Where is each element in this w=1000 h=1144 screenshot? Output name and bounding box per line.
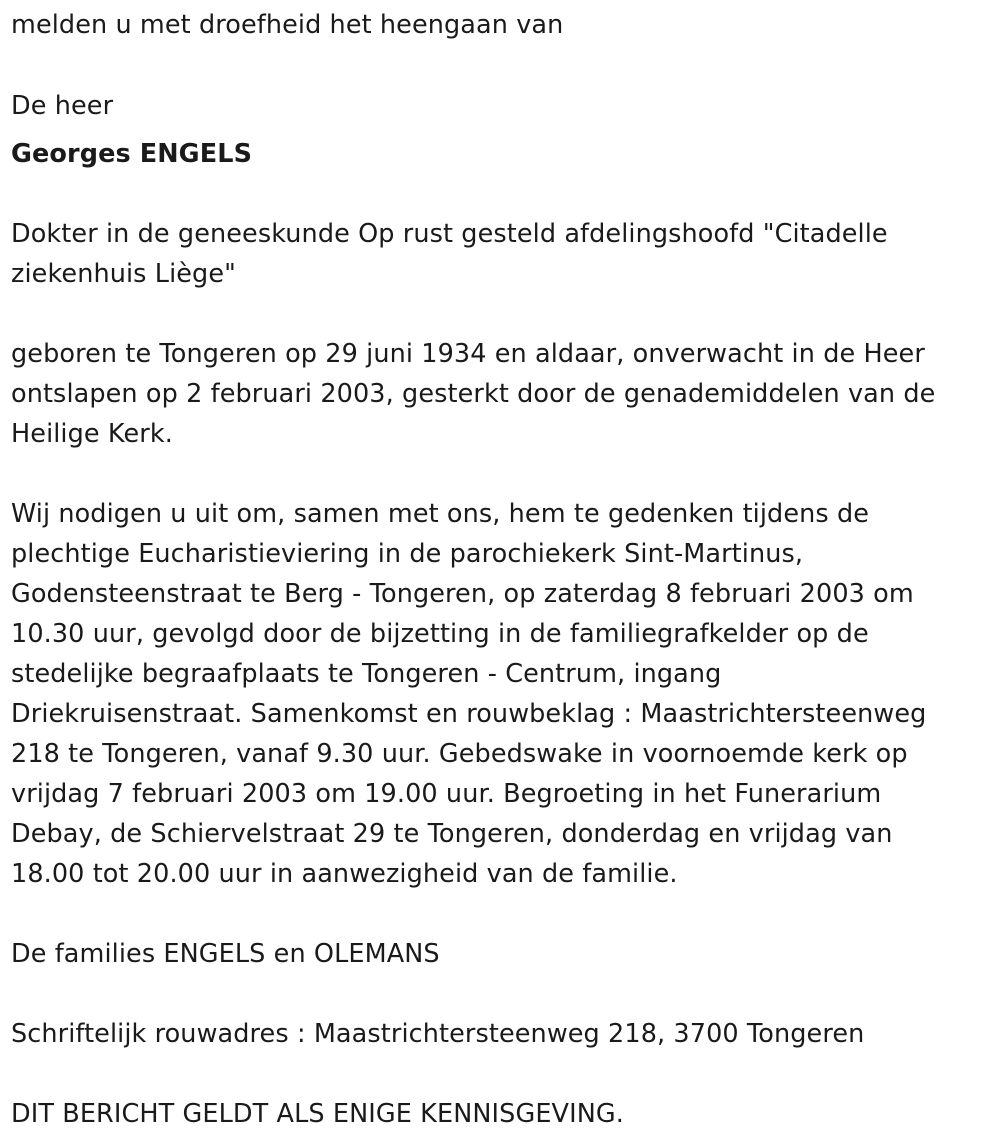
birth-line: ontslapen op 2 februari 2003, gesterkt door de genademiddelen van de bbox=[11, 379, 936, 409]
mourning-address: Schriftelijk rouwadres : Maastrichtersteenweg 218, 3700 Tongeren bbox=[11, 1019, 865, 1049]
ceremony-line: Wij nodigen u uit om, samen met ons, hem te gedenken tijdens de bbox=[11, 499, 870, 529]
families-text: De families ENGELS en OLEMANS bbox=[11, 939, 440, 969]
title-line: Dokter in de geneeskunde Op rust gesteld afdelingshoofd "Citadelle bbox=[11, 219, 888, 249]
ceremony-line: plechtige Eucharistieviering in de parochiekerk Sint-Martinus, bbox=[11, 539, 804, 569]
ceremony-line: 10.30 uur, gevolgd door de bijzetting in de familiegrafkelder op de bbox=[11, 619, 869, 649]
intro-text: melden u met droefheid het heengaan van bbox=[11, 10, 564, 40]
closing-text: DIT BERICHT GELDT ALS ENIGE KENNISGEVING. bbox=[11, 1099, 624, 1129]
birth-line: geboren te Tongeren op 29 juni 1934 en aldaar, onverwacht in de Heer bbox=[11, 339, 925, 369]
salutation-text: De heer bbox=[11, 91, 114, 121]
ceremony-line: 18.00 tot 20.00 uur in aanwezigheid van de familie. bbox=[11, 859, 678, 889]
ceremony-line: 218 te Tongeren, vanaf 9.30 uur. Gebedswake in voornoemde kerk op bbox=[11, 739, 908, 769]
ceremony-line: Debay, de Schiervelstraat 29 te Tongeren, donderdag en vrijdag van bbox=[11, 819, 893, 849]
deceased-name: Georges ENGELS bbox=[11, 139, 253, 169]
title-line: ziekenhuis Liège" bbox=[11, 259, 236, 289]
birth-line: Heilige Kerk. bbox=[11, 419, 173, 449]
ceremony-line: vrijdag 7 februari 2003 om 19.00 uur. Begroeting in het Funerarium bbox=[11, 779, 882, 809]
ceremony-line: stedelijke begraafplaats te Tongeren - Centrum, ingang bbox=[11, 659, 722, 689]
ceremony-line: Driekruisenstraat. Samenkomst en rouwbeklag : Maastrichtersteenweg bbox=[11, 699, 927, 729]
ceremony-line: Godensteenstraat te Berg - Tongeren, op zaterdag 8 februari 2003 om bbox=[11, 579, 914, 609]
